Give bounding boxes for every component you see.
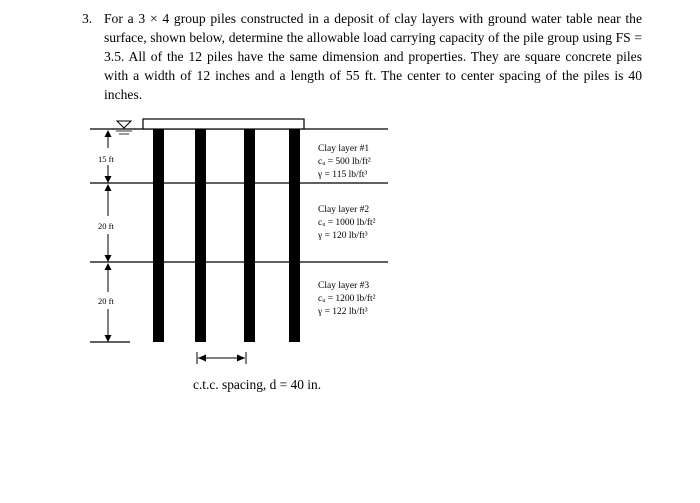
layer2-cu: cᵤ = 1000 lb/ft² bbox=[318, 218, 376, 228]
layer3-cu: cᵤ = 1200 lb/ft² bbox=[318, 294, 376, 304]
pile bbox=[195, 129, 206, 342]
pile bbox=[244, 129, 255, 342]
layer2-title: Clay layer #2 bbox=[318, 205, 370, 215]
spacing-caption: c.t.c. spacing, d = 40 in. bbox=[193, 377, 322, 392]
layer2-thickness: 20 ft bbox=[98, 221, 114, 231]
layer1-gamma: γ = 115 lb/ft³ bbox=[318, 170, 368, 180]
layer1-cu: cᵤ = 500 lb/ft² bbox=[318, 157, 371, 167]
water-table-icon bbox=[116, 121, 132, 134]
layer2-gamma: γ = 120 lb/ft³ bbox=[318, 231, 368, 241]
layer1-title: Clay layer #1 bbox=[318, 144, 370, 154]
pile bbox=[153, 129, 164, 342]
layer3-gamma: γ = 122 lb/ft³ bbox=[318, 307, 368, 317]
layer1-thickness: 15 ft bbox=[98, 154, 114, 164]
pile bbox=[289, 129, 300, 342]
spacing-dimension-arrow bbox=[197, 352, 246, 364]
layer3-title: Clay layer #3 bbox=[318, 281, 370, 291]
layer3-thickness: 20 ft bbox=[98, 296, 114, 306]
problem-number: 3. bbox=[82, 11, 93, 26]
pile-cap bbox=[143, 119, 304, 129]
problem-text: For a 3 × 4 group piles constructed in a deposit of clay layers with ground water table near the surface, shown below, determine the allowable load carrying capacity of the pile group using FS = 3.5. All of the 12 piles have the same dimension and properties. They are square concrete piles with a width of 12 inches and a length of 55 ft. The center to center spacing of the piles is 40 inches. bbox=[104, 11, 642, 102]
